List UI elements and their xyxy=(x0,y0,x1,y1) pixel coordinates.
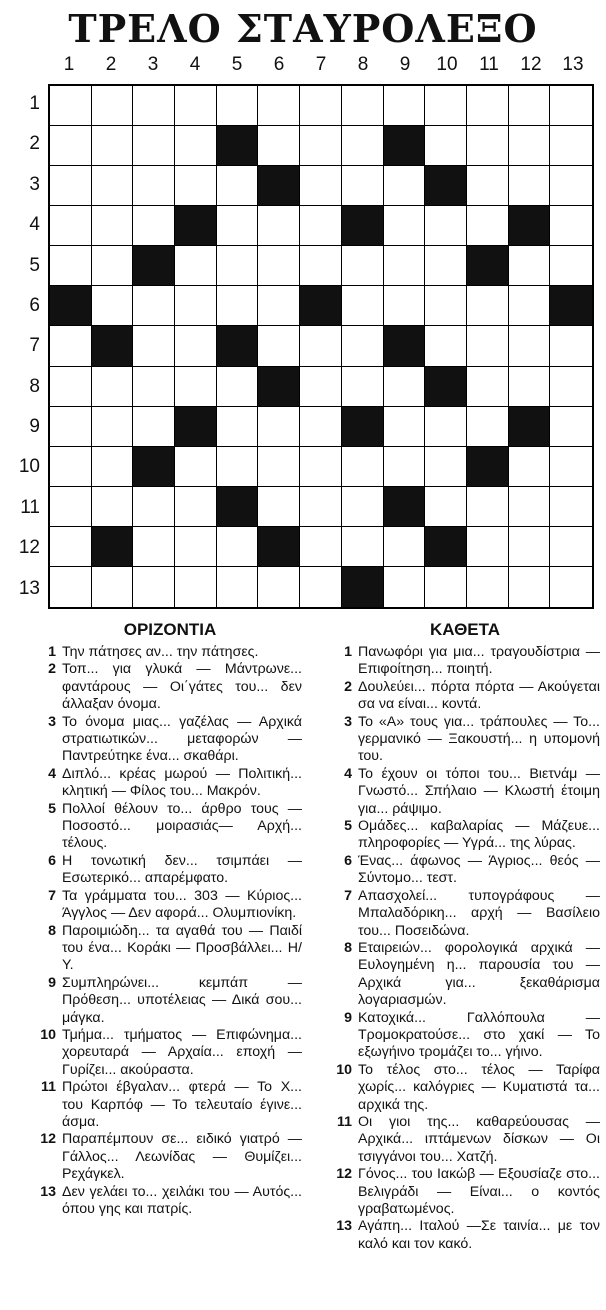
grid-cell[interactable] xyxy=(425,447,467,487)
down-clue xyxy=(330,888,600,940)
clue-text: Δουλεύει... πόρτα πόρτα — Ακούγεται σα να είναι... κοντά. xyxy=(358,678,600,713)
clue-text: Το «Α» τους για... τράπουλες — Το... γερμανικό — Ξακουστή... η υπομονή του. xyxy=(358,713,600,765)
grid-cell[interactable] xyxy=(92,206,134,246)
row-number: 4 xyxy=(29,214,40,236)
grid-black-cell xyxy=(509,206,551,246)
across-clues-list xyxy=(34,644,302,1218)
clue-number: 2 xyxy=(344,678,352,695)
grid-cell[interactable] xyxy=(342,286,384,326)
clue-number: 12 xyxy=(40,1131,56,1148)
grid-cell[interactable] xyxy=(50,86,92,126)
grid-cell[interactable] xyxy=(50,487,92,527)
grid-cell[interactable] xyxy=(92,246,134,286)
grid-cell[interactable] xyxy=(342,246,384,286)
grid-cell[interactable] xyxy=(175,367,217,407)
clue-number: 1 xyxy=(344,644,352,660)
row-number: 1 xyxy=(29,93,40,114)
grid-black-cell xyxy=(133,447,175,487)
clue-number: 11 xyxy=(337,1113,352,1130)
grid-cell[interactable] xyxy=(384,246,426,286)
grid-cell[interactable] xyxy=(384,286,426,326)
clue-number: 3 xyxy=(344,713,352,730)
grid-cell[interactable] xyxy=(467,166,509,206)
grid-cell[interactable] xyxy=(300,407,342,447)
down-clue xyxy=(330,818,600,853)
grid-cell[interactable] xyxy=(384,527,426,567)
down-clue xyxy=(330,766,600,818)
row-number: 13 xyxy=(18,577,40,599)
clue-number: 7 xyxy=(344,887,352,904)
down-clue xyxy=(330,940,600,1010)
grid-cell[interactable] xyxy=(50,567,92,607)
grid-cell[interactable] xyxy=(509,487,551,527)
grid-black-cell xyxy=(217,326,259,366)
grid-cell[interactable] xyxy=(217,447,259,487)
grid-cell[interactable] xyxy=(258,487,300,527)
grid-cell[interactable] xyxy=(300,246,342,286)
grid-cell[interactable] xyxy=(92,86,134,126)
clue-text: Ένας... άφωνος — Άγριος... θεός — Σύντομο... τεστ. xyxy=(358,852,600,887)
grid-cell[interactable] xyxy=(175,86,217,126)
grid-cell[interactable] xyxy=(50,126,92,166)
grid-cell[interactable] xyxy=(509,86,551,126)
grid-cell[interactable] xyxy=(92,447,134,487)
clue-number: 4 xyxy=(344,765,352,782)
grid-black-cell xyxy=(425,527,467,567)
clue-text: Την πάτησες αν... την πάτησες. xyxy=(62,644,259,660)
grid-cell[interactable] xyxy=(133,407,175,447)
row-number: 2 xyxy=(29,133,40,155)
puzzle-title: ΤΡΕΛΟ ΣΤΑΥΡΟΛΕΞΟ xyxy=(68,6,538,51)
grid-cell[interactable] xyxy=(92,407,134,447)
grid-cell[interactable] xyxy=(50,166,92,206)
grid-black-cell xyxy=(509,407,551,447)
clue-text: Τα γράμματα του... 303 — Κύριος... Άγγλος — Δεν αφορά... Ολυμπιονίκη. xyxy=(62,887,302,922)
clue-text: Πολλοί θέλουν το... άρθρο τους — Ποσοστό... μοιρασιάς— Αρχή... τέλους. xyxy=(62,800,302,852)
grid-cell[interactable] xyxy=(133,166,175,206)
row-number: 5 xyxy=(29,254,40,276)
grid-cell[interactable] xyxy=(92,487,134,527)
grid-cell[interactable] xyxy=(425,286,467,326)
grid-cell[interactable] xyxy=(50,326,92,366)
row-number: 11 xyxy=(20,496,40,518)
row-number: 12 xyxy=(18,537,40,559)
grid-black-cell xyxy=(467,246,509,286)
grid-cell[interactable] xyxy=(258,206,300,246)
grid-cell[interactable] xyxy=(509,447,551,487)
across-clue xyxy=(34,1184,302,1219)
clue-number: 8 xyxy=(344,939,352,956)
grid-cell[interactable] xyxy=(50,206,92,246)
grid-cell[interactable] xyxy=(509,326,551,366)
grid-cell[interactable] xyxy=(175,326,217,366)
grid-cell[interactable] xyxy=(467,367,509,407)
clue-text: Πρώτοι έβγαλαν... φτερά — Το Χ... του Καρπόφ — Το τελευταίο έγινε... άσμα. xyxy=(62,1079,302,1130)
clue-text: Διπλό... κρέας μωρού — Πολιτική... κλητική — Φίλος του... Μακρόν. xyxy=(62,765,302,800)
grid-cell[interactable] xyxy=(175,527,217,567)
column-number: 1 xyxy=(63,54,75,75)
clue-number: 9 xyxy=(48,974,56,991)
grid-cell[interactable] xyxy=(425,126,467,166)
column-number: 4 xyxy=(189,54,201,75)
grid-black-cell xyxy=(384,326,426,366)
clue-number: 7 xyxy=(48,887,56,904)
grid-black-cell xyxy=(342,206,384,246)
grid-cell[interactable] xyxy=(467,286,509,326)
grid-black-cell xyxy=(175,407,217,447)
down-clue xyxy=(330,679,600,714)
grid-cell[interactable] xyxy=(550,126,592,166)
column-number: 2 xyxy=(105,54,117,75)
grid-cell[interactable] xyxy=(300,326,342,366)
grid-cell[interactable] xyxy=(550,246,592,286)
across-clue xyxy=(34,1079,302,1131)
row-number: 3 xyxy=(29,173,40,195)
grid-cell[interactable] xyxy=(133,567,175,607)
grid-cell[interactable] xyxy=(50,367,92,407)
grid-cell[interactable] xyxy=(217,407,259,447)
grid-black-cell xyxy=(258,367,300,407)
grid-black-cell xyxy=(384,487,426,527)
clue-text: Αγάπη... Ιταλού —Σε ταινία... με τον καλό και τον κακό. xyxy=(358,1218,600,1252)
clue-number: 10 xyxy=(336,1061,352,1078)
grid-cell[interactable] xyxy=(300,206,342,246)
grid-black-cell xyxy=(92,326,134,366)
column-number: 9 xyxy=(399,54,411,75)
grid-cell[interactable] xyxy=(550,86,592,126)
grid-cell[interactable] xyxy=(384,86,426,126)
grid-cell[interactable] xyxy=(50,527,92,567)
grid-black-cell xyxy=(133,246,175,286)
down-clue xyxy=(330,1114,600,1166)
grid-cell[interactable] xyxy=(217,166,259,206)
clue-number: 2 xyxy=(48,661,56,678)
clue-number: 6 xyxy=(344,852,352,869)
grid-cell[interactable] xyxy=(217,567,259,607)
column-number: 11 xyxy=(479,54,499,75)
grid-cell[interactable] xyxy=(384,166,426,206)
grid-cell[interactable] xyxy=(50,407,92,447)
grid-cell[interactable] xyxy=(133,487,175,527)
clue-number: 8 xyxy=(48,922,56,939)
grid-cell[interactable] xyxy=(217,367,259,407)
across-clue xyxy=(34,714,302,766)
grid-cell[interactable] xyxy=(300,487,342,527)
grid-black-cell xyxy=(425,166,467,206)
down-clue xyxy=(330,644,600,679)
grid-cell[interactable] xyxy=(425,407,467,447)
grid-black-cell xyxy=(92,527,134,567)
down-clue xyxy=(330,1010,600,1062)
grid-cell[interactable] xyxy=(300,527,342,567)
grid-cell[interactable] xyxy=(550,326,592,366)
clue-text: Τμήμα... τμήματος — Επιφώνημα... χορευταρά — Αρχαία... εποχή — Γυρίζει... ακούραστα. xyxy=(62,1026,302,1078)
grid-cell[interactable] xyxy=(300,367,342,407)
grid-cell[interactable] xyxy=(342,527,384,567)
across-clue xyxy=(34,888,302,923)
clue-text: Παροιμιώδη... τα αγαθά του — Παιδί του ένα... Κοράκι — Προσβάλλει... Η/Υ. xyxy=(62,922,302,974)
grid-cell[interactable] xyxy=(92,126,134,166)
row-number: 6 xyxy=(29,294,40,316)
clue-number: 6 xyxy=(48,852,56,869)
grid-cell[interactable] xyxy=(550,367,592,407)
down-clues-list xyxy=(330,644,600,1253)
grid-cell[interactable] xyxy=(509,527,551,567)
grid-cell[interactable] xyxy=(258,286,300,326)
clue-number: 10 xyxy=(40,1026,56,1043)
across-clue xyxy=(34,923,302,975)
clue-text: Η τονωτική δεν... τσιμπάει — Εσωτερικό... απαρέμφατο. xyxy=(62,852,302,887)
grid-cell[interactable] xyxy=(342,487,384,527)
grid-black-cell xyxy=(258,166,300,206)
clue-number: 13 xyxy=(40,1183,56,1200)
grid-cell[interactable] xyxy=(425,487,467,527)
grid-cell[interactable] xyxy=(300,447,342,487)
grid-cell[interactable] xyxy=(425,206,467,246)
grid-cell[interactable] xyxy=(175,286,217,326)
clue-text: Το τέλος στο... τέλος — Ταρίφα χωρίς... καλόγριες — Κυματιστά τα... αρχικά της. xyxy=(358,1061,600,1113)
clue-text: Το έχουν οι τόποι του... Βιετνάμ — Γνωστό... Σπήλαιο — Κλωστή έτοιμη για... ράψιμο. xyxy=(358,765,600,817)
column-number: 13 xyxy=(562,54,584,75)
grid-cell[interactable] xyxy=(467,407,509,447)
clue-text: Απασχολεί... τυπογράφους — Μπαλαδόρικη... αρχή — Βασίλειο του... Ποσειδώνα. xyxy=(358,887,600,939)
grid-cell[interactable] xyxy=(550,527,592,567)
clue-number: 3 xyxy=(48,713,56,730)
grid-cell[interactable] xyxy=(425,246,467,286)
grid-black-cell xyxy=(50,286,92,326)
column-number: 5 xyxy=(231,54,243,75)
grid-cell[interactable] xyxy=(92,567,134,607)
grid-cell[interactable] xyxy=(550,166,592,206)
grid-cell[interactable] xyxy=(550,567,592,607)
grid-cell[interactable] xyxy=(467,527,509,567)
grid-cell[interactable] xyxy=(133,126,175,166)
grid-cell[interactable] xyxy=(175,166,217,206)
clue-text: Ομάδες... καβαλαρίας — Μάζευε... πληροφορίες — Υγρά... της λύρας. xyxy=(358,818,600,852)
grid-black-cell xyxy=(300,286,342,326)
row-numbers xyxy=(0,84,44,609)
clue-number: 4 xyxy=(48,765,56,782)
grid-cell[interactable] xyxy=(467,86,509,126)
column-number: 7 xyxy=(315,54,327,75)
column-number: 3 xyxy=(147,54,159,75)
grid-cell[interactable] xyxy=(50,246,92,286)
grid-cell[interactable] xyxy=(258,407,300,447)
clue-number: 1 xyxy=(48,644,56,660)
grid-cell[interactable] xyxy=(509,567,551,607)
grid-cell[interactable] xyxy=(384,567,426,607)
grid-cell[interactable] xyxy=(467,326,509,366)
across-clue xyxy=(34,661,302,713)
across-clue xyxy=(34,801,302,853)
grid-cell[interactable] xyxy=(300,166,342,206)
grid-cell[interactable] xyxy=(175,487,217,527)
grid-cell[interactable] xyxy=(509,166,551,206)
across-clue xyxy=(34,644,302,661)
grid-cell[interactable] xyxy=(217,246,259,286)
column-number: 6 xyxy=(273,54,285,75)
grid-cell[interactable] xyxy=(258,86,300,126)
clue-text: Εταιρειών... φορολογικά αρχικά — Ευλογημένη η... παρουσία του — Αρχικά για... ξεκαθάρισμα λογαριασμών. xyxy=(358,939,600,1009)
grid-cell[interactable] xyxy=(467,126,509,166)
grid-cell[interactable] xyxy=(217,206,259,246)
grid-cell[interactable] xyxy=(175,246,217,286)
clue-text: Τοπ... για γλυκά — Μάντρωνε... φαντάρους — Οι΄γάτες του... δεν άλλαξαν όνομα. xyxy=(62,661,302,713)
clue-text: Οι γιοι της... καθαρεύουσας — Αρχικά... ιπτάμενων δίσκων — Οι τσιγγάνοι του... Χατζή. xyxy=(358,1113,600,1165)
grid-cell[interactable] xyxy=(300,126,342,166)
grid-cell[interactable] xyxy=(425,326,467,366)
clue-text: Το όνομα μιας... γαζέλας — Αρχικά στρατιωτικών... μεταφορών — Παντρεύτηκε ένα... σκαθάρι. xyxy=(62,713,302,765)
down-clue xyxy=(330,1166,600,1218)
across-clue xyxy=(34,975,302,1027)
clue-number: 11 xyxy=(41,1079,56,1096)
down-clue xyxy=(330,1062,600,1114)
row-number: 8 xyxy=(29,375,40,397)
grid-cell[interactable] xyxy=(92,367,134,407)
clue-text: Πανωφόρι για μια... τραγουδίστρια — Επιφοίτηση... ποιητή. xyxy=(358,644,600,678)
grid-cell[interactable] xyxy=(342,367,384,407)
grid-black-cell xyxy=(258,527,300,567)
down-clue xyxy=(330,1218,600,1253)
grid-cell[interactable] xyxy=(467,487,509,527)
grid-cell[interactable] xyxy=(425,86,467,126)
grid-black-cell xyxy=(342,567,384,607)
grid-cell[interactable] xyxy=(384,407,426,447)
grid-cell[interactable] xyxy=(300,567,342,607)
grid-cell[interactable] xyxy=(92,166,134,206)
clue-number: 5 xyxy=(344,818,352,835)
grid-black-cell xyxy=(425,367,467,407)
column-number: 8 xyxy=(357,54,369,75)
grid-cell[interactable] xyxy=(509,367,551,407)
clue-number: 5 xyxy=(48,800,56,817)
clue-text: Παραπέμπουν σε... ειδικό γιατρό — Γάλλος... Λεωνίδας — Θυμίζει... Ρεχάγκελ. xyxy=(62,1131,302,1183)
down-clue xyxy=(330,853,600,888)
crossword-grid xyxy=(48,84,594,609)
grid-cell[interactable] xyxy=(175,447,217,487)
grid-cell[interactable] xyxy=(300,86,342,126)
grid-cell[interactable] xyxy=(133,206,175,246)
grid-cell[interactable] xyxy=(509,246,551,286)
grid-cell[interactable] xyxy=(217,527,259,567)
grid-cell[interactable] xyxy=(342,86,384,126)
row-number: 10 xyxy=(18,456,40,478)
across-clue xyxy=(34,1131,302,1183)
grid-cell[interactable] xyxy=(175,126,217,166)
row-number: 9 xyxy=(29,416,40,438)
column-numbers xyxy=(48,54,594,80)
grid-cell[interactable] xyxy=(258,447,300,487)
grid-cell[interactable] xyxy=(342,326,384,366)
clue-number: 13 xyxy=(336,1218,352,1235)
grid-cell[interactable] xyxy=(384,447,426,487)
grid-cell[interactable] xyxy=(342,126,384,166)
grid-cell[interactable] xyxy=(50,447,92,487)
clue-number: 9 xyxy=(344,1009,352,1026)
grid-cell[interactable] xyxy=(384,206,426,246)
grid-black-cell xyxy=(384,126,426,166)
clue-number: 12 xyxy=(336,1166,352,1183)
grid-cell[interactable] xyxy=(342,447,384,487)
grid-cell[interactable] xyxy=(258,126,300,166)
column-number: 12 xyxy=(520,54,542,75)
across-clue xyxy=(34,1027,302,1079)
grid-black-cell xyxy=(342,407,384,447)
grid-cell[interactable] xyxy=(133,326,175,366)
grid-cell[interactable] xyxy=(550,447,592,487)
grid-cell[interactable] xyxy=(217,86,259,126)
clue-text: Γόνος... του Ιακώβ — Εξουσίαζε στο... Βελιγράδι — Είναι... ο κοντός γραβατωμένος. xyxy=(358,1166,600,1217)
grid-cell[interactable] xyxy=(550,407,592,447)
grid-cell[interactable] xyxy=(133,86,175,126)
column-number: 10 xyxy=(436,54,458,75)
clue-text: Συμπληρώνει... κεμπάπ — Πρόθεση... υποτέλειας — Δικά σου... μάγκα. xyxy=(62,974,302,1026)
grid-cell[interactable] xyxy=(175,567,217,607)
grid-cell[interactable] xyxy=(342,166,384,206)
grid-black-cell xyxy=(467,447,509,487)
grid-cell[interactable] xyxy=(217,286,259,326)
grid-cell[interactable] xyxy=(467,206,509,246)
clue-text: Κατοχικά... Γαλλόπουλα — Τρομοκρατούσε... στο χακί — Το εξωγήινο τρομάζει το... γήινο. xyxy=(358,1009,600,1061)
grid-black-cell xyxy=(175,206,217,246)
grid-cell[interactable] xyxy=(133,527,175,567)
clue-text: Δεν γελάει το... χειλάκι του — Αυτός... όπου γης και πατρίς. xyxy=(62,1183,302,1217)
across-heading: ΟΡΙΖΟΝΤΙΑ xyxy=(123,620,217,639)
down-clue xyxy=(330,714,600,766)
row-number: 7 xyxy=(29,335,40,357)
grid-cell[interactable] xyxy=(133,367,175,407)
down-heading: ΚΑΘΕΤΑ xyxy=(429,620,501,639)
across-clue xyxy=(34,853,302,888)
grid-cell[interactable] xyxy=(550,487,592,527)
grid-cell[interactable] xyxy=(92,286,134,326)
grid-cell[interactable] xyxy=(258,326,300,366)
grid-cell[interactable] xyxy=(425,567,467,607)
grid-cell[interactable] xyxy=(133,286,175,326)
grid-cell[interactable] xyxy=(550,206,592,246)
grid-cell[interactable] xyxy=(258,567,300,607)
grid-cell[interactable] xyxy=(384,367,426,407)
across-clue xyxy=(34,766,302,801)
grid-cell[interactable] xyxy=(509,286,551,326)
grid-black-cell xyxy=(550,286,592,326)
grid-cell[interactable] xyxy=(467,567,509,607)
grid-black-cell xyxy=(217,487,259,527)
grid-cell[interactable] xyxy=(509,126,551,166)
grid-cell[interactable] xyxy=(258,246,300,286)
grid-black-cell xyxy=(217,126,259,166)
